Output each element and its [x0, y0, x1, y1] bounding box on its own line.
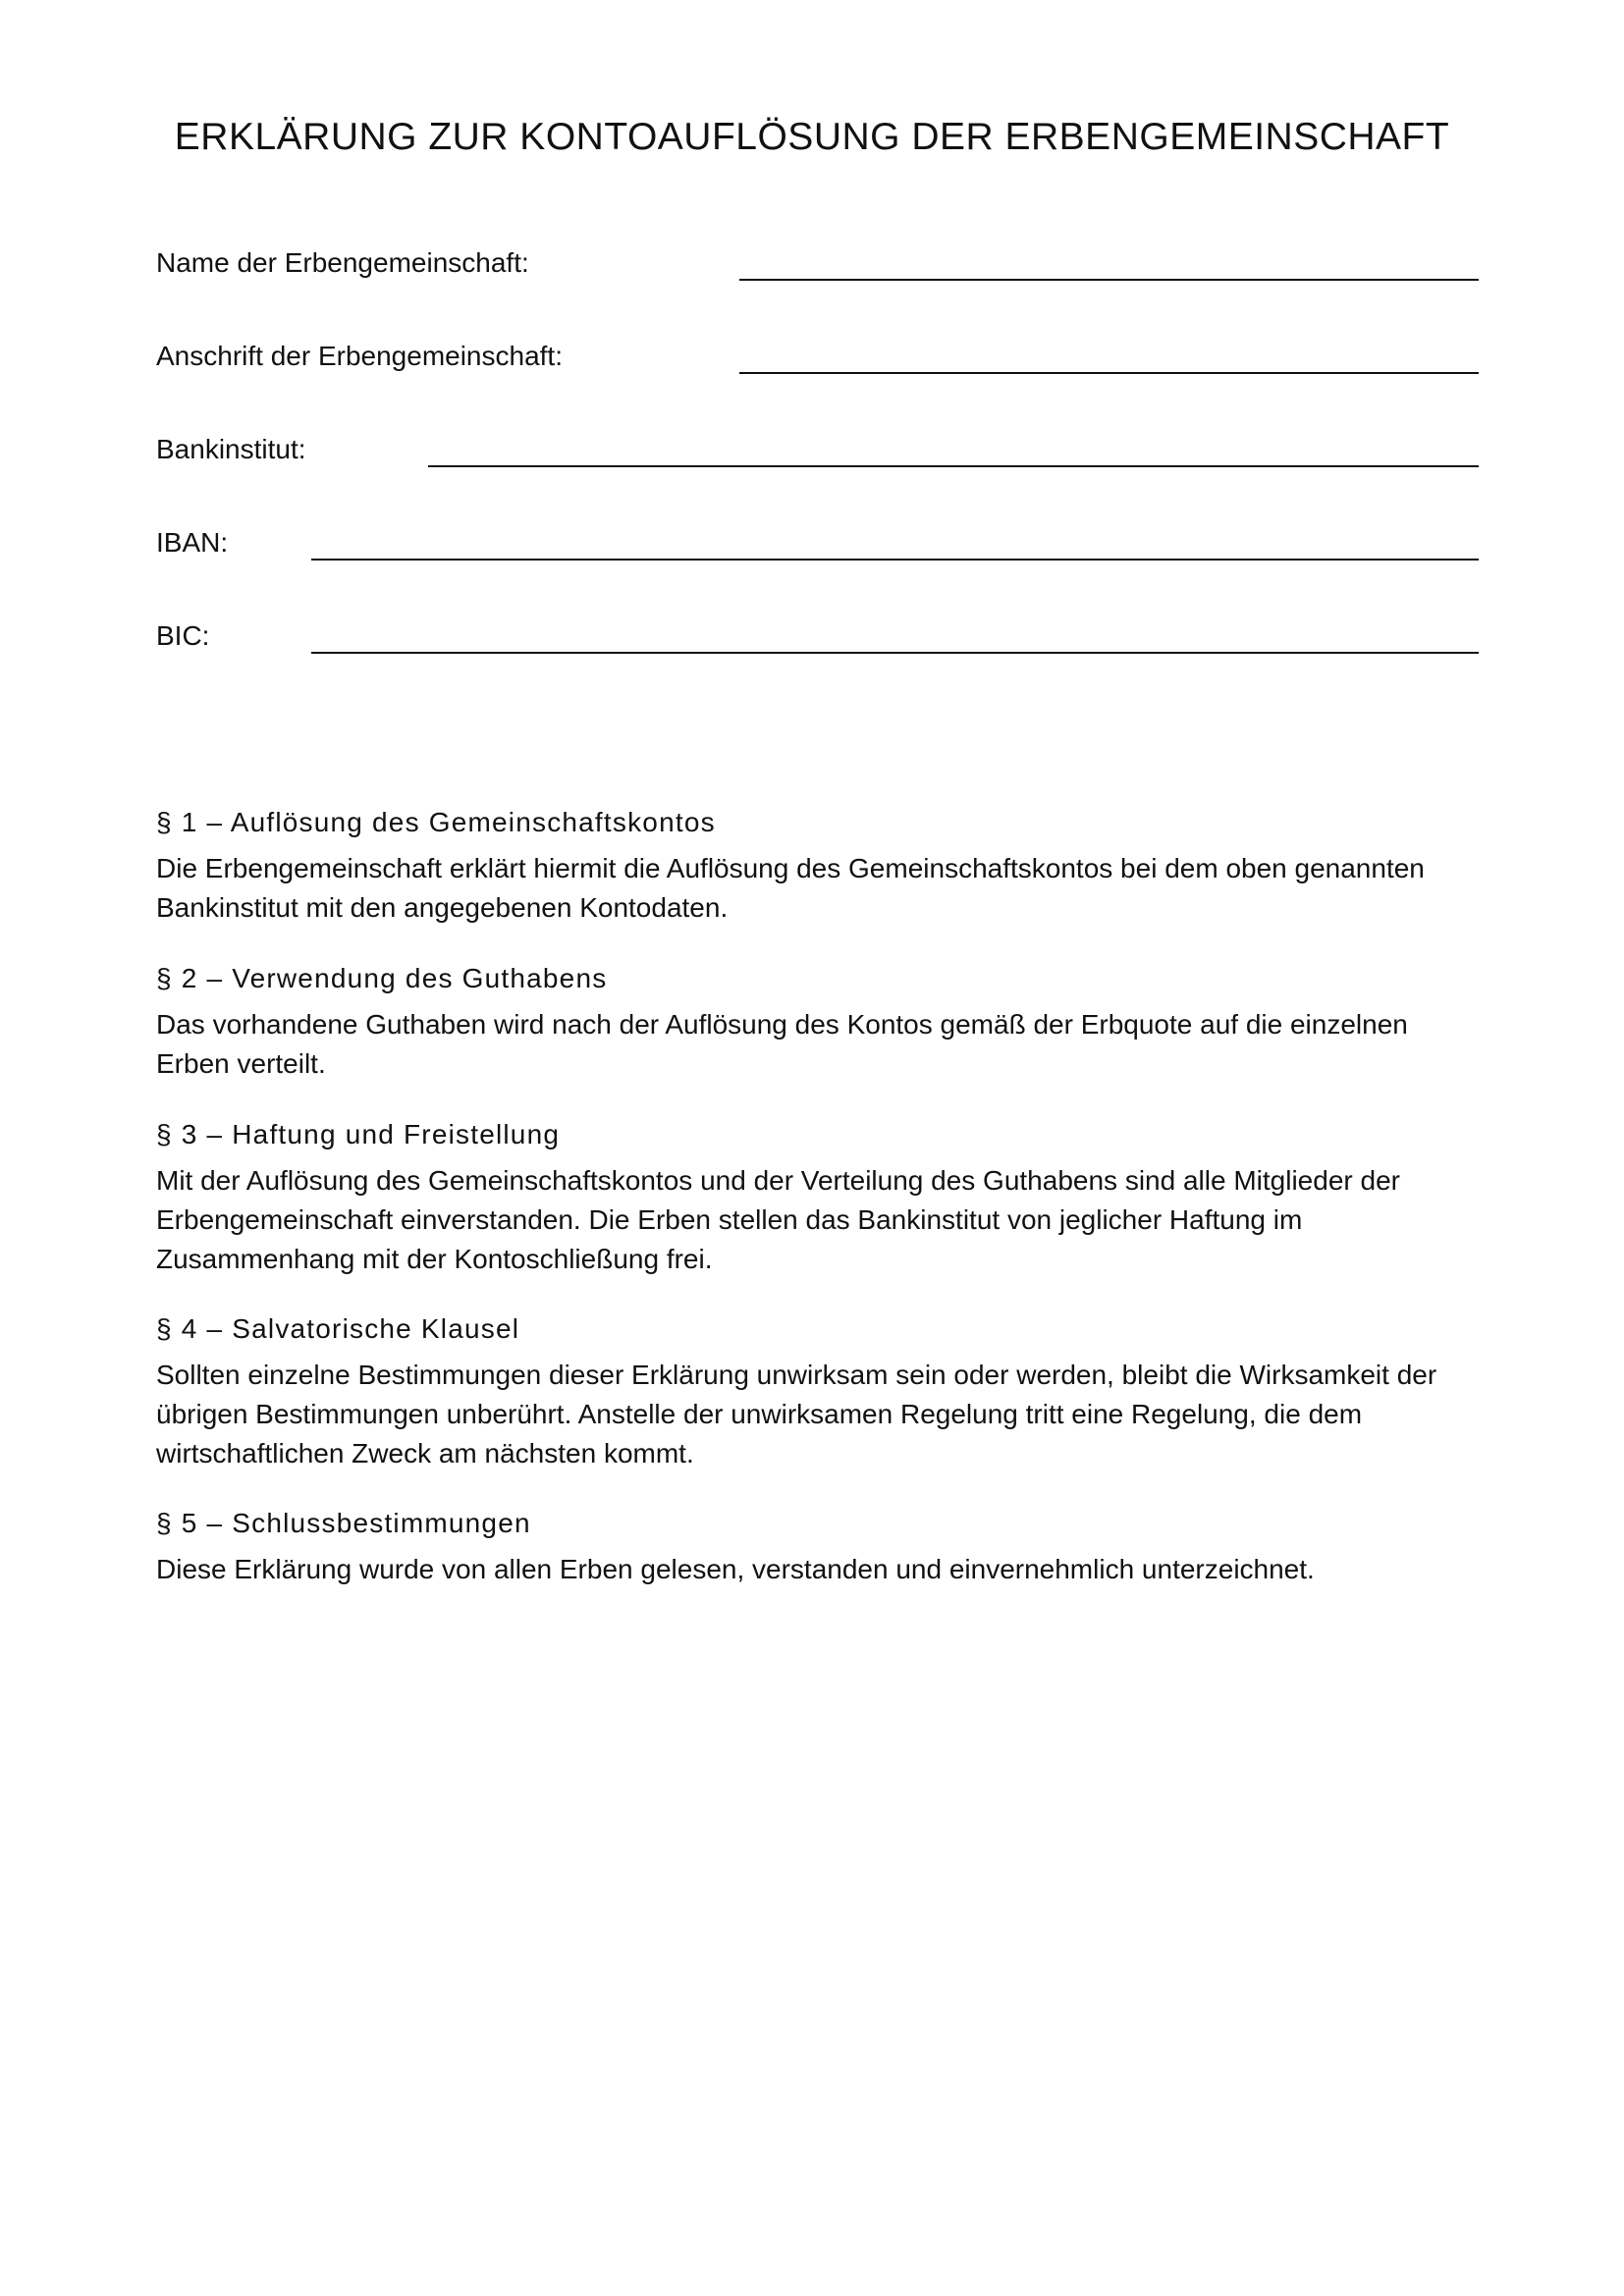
section-1-body: Die Erbengemeinschaft erklärt hiermit die Auflösung des Gemeinschaftskontos bei dem oben genannten Bankinstitut mit den angegebenen Kontodaten.: [156, 853, 1425, 923]
section-4-heading: § 4 – Salvatorische Klausel: [156, 1313, 520, 1344]
section-3-body: Mit der Auflösung des Gemeinschaftskontos und der Verteilung des Guthabens sind alle Mitglieder der Erbengemeinschaft einverstanden. Die Erben stellen das Bankinstitut von jeglicher Haftung im Zusammenhang mit der Kontoschließung frei.: [156, 1165, 1400, 1274]
document-title: ERKLÄRUNG ZUR KONTOAUFLÖSUNG DER ERBENGEMEINSCHAFT: [174, 116, 1450, 158]
address-field[interactable]: [739, 339, 1479, 374]
bic-field[interactable]: [311, 618, 1479, 654]
section-3-heading: § 3 – Haftung und Freistellung: [156, 1119, 561, 1149]
section-2-heading: § 2 – Verwendung des Guthabens: [156, 963, 608, 993]
section-4-body: Sollten einzelne Bestimmungen dieser Erklärung unwirksam sein oder werden, bleibt die Wirksamkeit der übrigen Bestimmungen unberührt. Anstelle der unwirksamen Regelung tritt eine Regelung, die dem wirtschaftlichen Zweck am nächsten kommt.: [156, 1360, 1437, 1468]
section-2-body: Das vorhandene Guthaben wird nach der Auflösung des Kontos gemäß der Erbquote auf die einzelnen Erben verteilt.: [156, 1009, 1408, 1079]
field-label-iban: IBAN:: [156, 527, 229, 558]
section-5-heading: § 5 – Schlussbestimmungen: [156, 1508, 531, 1538]
section-5-body: Diese Erklärung wurde von allen Erben gelesen, verstanden und einvernehmlich unterzeichnet.: [156, 1554, 1315, 1584]
field-label-address: Anschrift der Erbengemeinschaft:: [156, 341, 563, 371]
name-field[interactable]: [739, 245, 1479, 281]
bank-field[interactable]: [428, 432, 1479, 467]
field-label-name: Name der Erbengemeinschaft:: [156, 247, 529, 278]
field-label-bank: Bankinstitut:: [156, 434, 306, 464]
field-label-bic: BIC:: [156, 620, 210, 651]
iban-field[interactable]: [311, 525, 1479, 561]
section-1-heading: § 1 – Auflösung des Gemeinschaftskontos: [156, 807, 716, 837]
